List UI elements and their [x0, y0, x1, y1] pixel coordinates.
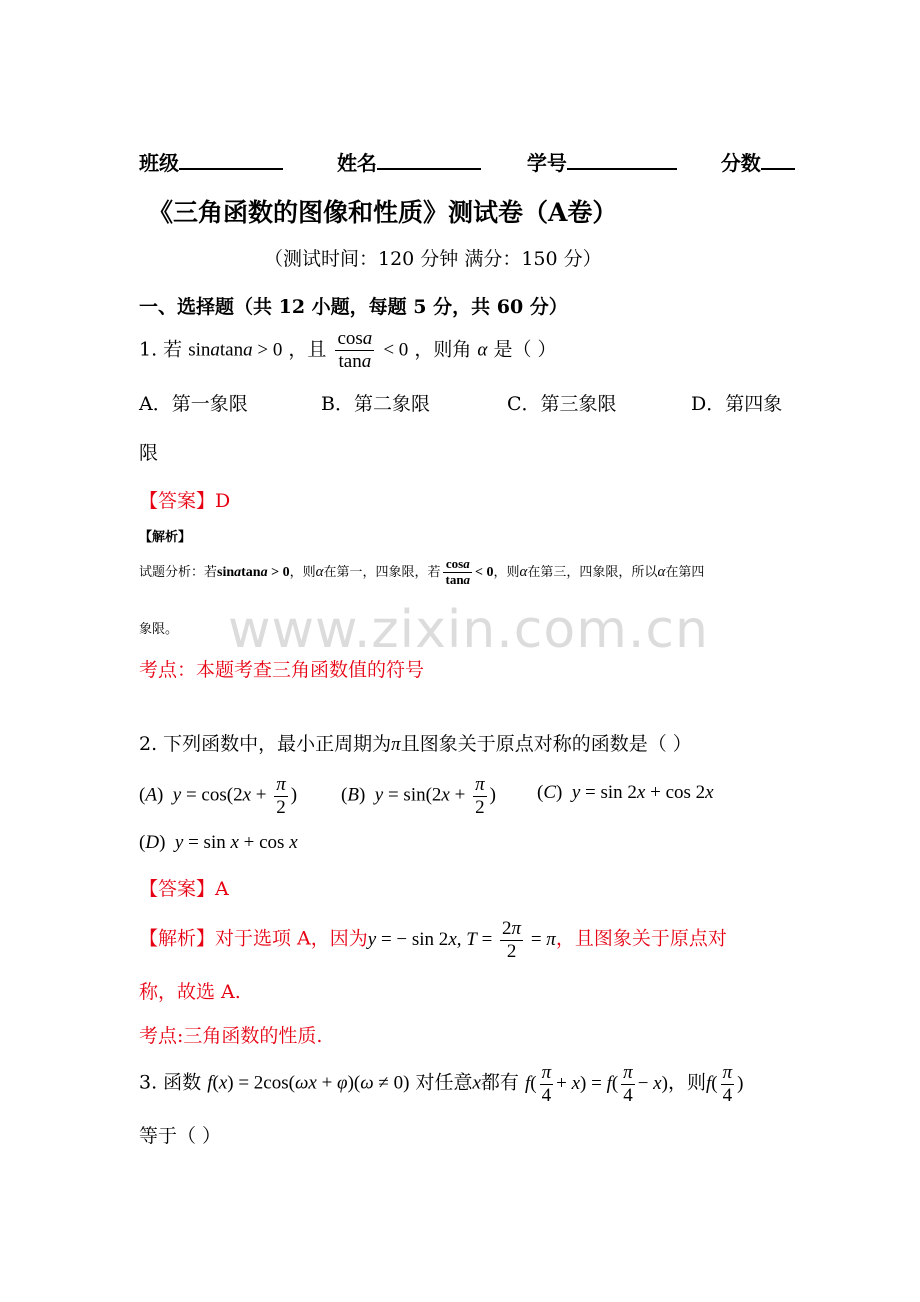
- q2-stem: 2. 下列函数中，最小正周期为π且图象关于原点对称的函数是（ ）: [139, 733, 692, 755]
- q2-analysis-cont: 称，故选 A.: [139, 981, 241, 1003]
- id-blank: [567, 150, 677, 170]
- q2-knowledge-point: 考点:三角函数的性质.: [139, 1025, 323, 1047]
- q1-option-d-cont: 限: [139, 442, 159, 464]
- q1-answer: 【答案】D: [139, 490, 231, 512]
- q1-analysis-label: 【解析】: [139, 530, 192, 545]
- q2-analysis: 【解析】对于选项 A，因为y = − sin 2x, T = $\frac{2\pi}{2}$ = π，且图象关于原点对: [139, 918, 727, 962]
- q1-stem: 1. 若 sinatana > 0 ，且 $\frac{\cos a}{\tan a}$ < 0 ，则角 α 是（ ）: [139, 328, 557, 372]
- q1-knowledge-point: 考点：本题考查三角函数值的符号: [139, 659, 425, 681]
- q1-option-a: A．第一象限: [139, 393, 248, 415]
- section-heading: 一、选择题（共 12 小题，每题 5 分，共 60 分）: [139, 296, 568, 318]
- q1-fraction: $\frac{\cos a}{\tan a}$: [337, 328, 373, 372]
- page-title: 《三角函数的图像和性质》测试卷（A卷）: [148, 198, 618, 227]
- score-label: 分数: [720, 151, 761, 175]
- q1-analysis-cont: 象限。: [139, 622, 179, 637]
- q2-option-a: (A) y = cos(2x + $\frac{\pi}{2}$ ): [139, 774, 298, 818]
- q3-stem: 3. 函数 f(x) = 2cos(ωx + φ)(ω ≠ 0) 对任意x都有 f( $\frac{\pi}{4}$ + x) = f( $\frac{\pi}{4}$ − x)，则f( $\frac{\pi}{4}$ ): [139, 1062, 744, 1106]
- id-label: 学号: [526, 151, 567, 175]
- q2-option-b: (B) y = sin(2x + $\frac{\pi}{2}$ ): [341, 774, 496, 818]
- q2-option-d: (D) y = sin x + cos x: [139, 832, 298, 853]
- name-label: 姓名: [336, 151, 377, 175]
- q1-formula-1: sinatana > 0: [188, 339, 283, 361]
- watermark: www.zixin.com.cn: [228, 600, 709, 660]
- q1-option-d: D．第四象: [691, 393, 783, 415]
- q2-option-c: (C) y = sin 2x + cos 2x: [537, 782, 714, 803]
- q1-option-b: B．第二象限: [321, 393, 430, 415]
- q1-analysis: 试题分析：若sinatana > 0，则α在第一，四象限，若 $\frac{\cos a}{\tan a}$ < 0，则α在第三，四象限，所以α在第四: [139, 556, 705, 587]
- header-fields: [139, 147, 795, 176]
- class-blank: [179, 150, 283, 170]
- q1-analysis-fraction: $\frac{\cos a}{\tan a}$: [445, 556, 471, 587]
- class-label: 班级: [139, 151, 179, 175]
- name-blank: [377, 150, 481, 170]
- q2-answer: 【答案】A: [139, 878, 229, 900]
- q1-option-c: C．第三象限: [507, 393, 617, 415]
- score-blank: [761, 150, 795, 170]
- page-subtitle: （测试时间：120 分钟 满分：150 分）: [264, 248, 602, 270]
- q3-stem-cont: 等于（ ）: [139, 1125, 222, 1147]
